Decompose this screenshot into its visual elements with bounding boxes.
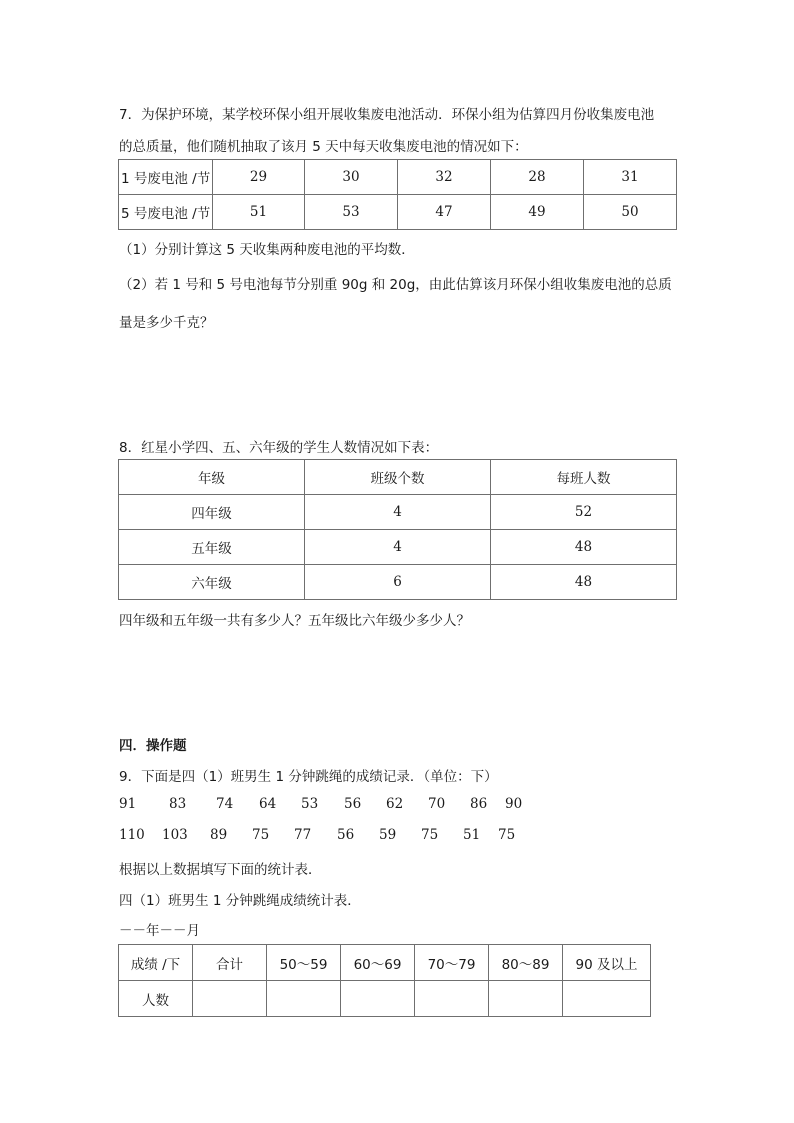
- q9-header-cell: 90 及以上: [563, 945, 651, 981]
- q7-row-1: [119, 160, 677, 195]
- q9-data-value: 64: [259, 796, 277, 812]
- q9-count-row: [119, 981, 651, 1017]
- q9-data-value: 83: [169, 796, 187, 812]
- q9-header-cell: 成绩 /下: [119, 945, 193, 981]
- q7-row-label: 1 号废电池 /节: [119, 160, 213, 195]
- q9-row-label: 人数: [119, 981, 193, 1017]
- q9-data-value: 89: [210, 827, 228, 843]
- q7-cell: 28: [491, 160, 584, 195]
- q9-date-line: －－年－－月: [119, 923, 200, 939]
- q7-cell: 30: [305, 160, 398, 195]
- q9-data-value: 75: [421, 827, 439, 843]
- q9-instruction: 根据以上数据填写下面的统计表．: [119, 862, 322, 878]
- q9-data-value: 62: [386, 796, 404, 812]
- q9-data-value: 77: [294, 827, 312, 843]
- q8-cell: 48: [491, 565, 677, 600]
- q8-header-cell: 班级个数: [305, 460, 491, 495]
- q9-empty-cell: [415, 981, 489, 1017]
- q9-table-title: 四（1）班男生 1 分钟跳绳成绩统计表．: [119, 893, 361, 909]
- q9-data-value: 110: [119, 827, 145, 843]
- q8-header-cell: 每班人数: [491, 460, 677, 495]
- q8-header-cell: 年级: [119, 460, 305, 495]
- q7-text-line1: 7．为保护环境，某学校环保小组开展收集废电池活动．环保小组为估算四月份收集废电池: [119, 107, 655, 123]
- q8-cell: 4: [305, 530, 491, 565]
- q8-intro: 8．红星小学四、五、六年级的学生人数情况如下表：: [119, 440, 439, 456]
- q7-cell: 32: [398, 160, 491, 195]
- q9-data-value: 56: [337, 827, 355, 843]
- q8-cell: 五年级: [119, 530, 305, 565]
- q7-cell: 50: [584, 195, 677, 230]
- q9-data-value: 90: [505, 796, 523, 812]
- q9-header-cell: 70～79: [415, 945, 489, 981]
- q8-cell: 48: [491, 530, 677, 565]
- q7-part2-line1: （2）若 1 号和 5 号电池每节分别重 90g 和 20g，由此估算该月环保小组收集废电池的总质: [119, 277, 672, 293]
- q9-data-value: 75: [252, 827, 270, 843]
- q8-cell: 6: [305, 565, 491, 600]
- q8-row: [119, 565, 677, 600]
- q9-data-value: 75: [498, 827, 516, 843]
- q9-empty-cell: [563, 981, 651, 1017]
- q8-header-row: [119, 460, 677, 495]
- q7-cell: 53: [305, 195, 398, 230]
- q7-row-label: 5 号废电池 /节: [119, 195, 213, 230]
- q8-row: [119, 530, 677, 565]
- q9-header-row: [119, 945, 651, 981]
- q7-cell: 51: [213, 195, 305, 230]
- q7-text-line2: 的总质量，他们随机抽取了该月 5 天中每天收集废电池的情况如下：: [119, 139, 528, 155]
- q8-question: 四年级和五年级一共有多少人？五年级比六年级少多少人？: [119, 613, 470, 629]
- q8-row: [119, 495, 677, 530]
- q8-cell: 52: [491, 495, 677, 530]
- q9-data-value: 53: [301, 796, 319, 812]
- q9-empty-cell: [267, 981, 341, 1017]
- q7-part1: （1）分别计算这 5 天收集两种废电池的平均数．: [119, 242, 415, 258]
- q8-cell: 六年级: [119, 565, 305, 600]
- q9-data-value: 51: [463, 827, 481, 843]
- q7-row-2: [119, 195, 677, 230]
- q7-battery-table: [118, 159, 677, 230]
- q7-part2-line2: 量是多少千克？: [119, 315, 214, 331]
- q8-students-table: [118, 459, 677, 600]
- q9-header-cell: 50～59: [267, 945, 341, 981]
- q9-data-value: 56: [344, 796, 362, 812]
- q9-data-value: 91: [119, 796, 137, 812]
- q9-empty-cell: [341, 981, 415, 1017]
- q9-data-value: 59: [379, 827, 397, 843]
- q8-cell: 4: [305, 495, 491, 530]
- q9-data-value: 103: [162, 827, 188, 843]
- q9-header-cell: 80～89: [489, 945, 563, 981]
- q9-data-value: 70: [428, 796, 446, 812]
- q8-cell: 四年级: [119, 495, 305, 530]
- q7-cell: 31: [584, 160, 677, 195]
- q9-stats-table: [118, 944, 651, 1017]
- q7-cell: 47: [398, 195, 491, 230]
- q7-cell: 49: [491, 195, 584, 230]
- q9-intro: 9．下面是四（1）班男生 1 分钟跳绳的成绩记录．（单位：下）: [119, 769, 498, 785]
- q9-header-cell: 合计: [193, 945, 267, 981]
- q7-cell: 29: [213, 160, 305, 195]
- q9-data-value: 74: [216, 796, 234, 812]
- q9-data-value: 86: [470, 796, 488, 812]
- q9-empty-cell: [193, 981, 267, 1017]
- q9-header-cell: 60～69: [341, 945, 415, 981]
- q9-empty-cell: [489, 981, 563, 1017]
- section-heading: 四．操作题: [119, 738, 187, 754]
